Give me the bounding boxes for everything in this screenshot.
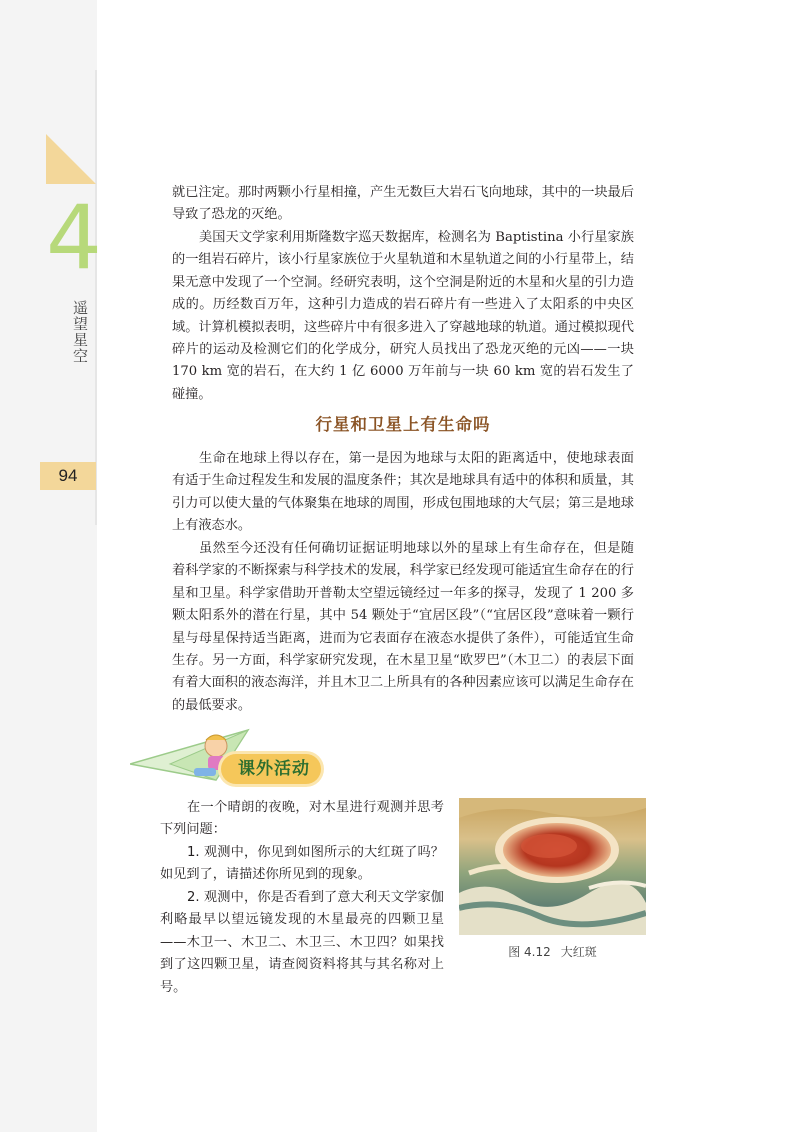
figure-caption [459, 943, 646, 960]
page-number: 94 [58, 466, 78, 485]
paragraph-continued: 就已注定。那时两颗小行星相撞，产生无数巨大岩石飞向地球，其中的一块最后导致了恐龙的灭绝。 [172, 185, 634, 223]
figure-caption-text: 大红斑 [560, 945, 597, 959]
great-red-spot-image [459, 798, 646, 935]
paragraph-baptistina: 美国天文学家利用斯隆数字巡天数据库，检测名为 Baptistina 小行星家族的一组岩石碎片，该小行星家族位于火星轨道和木星轨道之间的小行星带上，结果无意中发现了一个空洞。经研究表明，这个空洞是附近的木星和火星的引力造成的。历经数百万年，这种引力造成的岩石碎片有一些进入了太阳系的中央区域。计算机模拟表明，这些碎片中有很多进入了穿越地球的轨道。通过模拟现代碎片的运动及检测它们的化学成分，研究人员找出了恐龙灭绝的元凶——一块 170 km 宽的岩石，在大约 1 亿 6000 万年前与一块 60 km 宽的岩石发生了碰撞。 [172, 230, 634, 402]
figure-number: 图 4.12 [508, 945, 551, 959]
paragraph-habitable-zone: 虽然至今还没有任何确切证据证明地球以外的星球上有生命存在，但是随着科学家的不断探索与科学技术的发展，科学家已经发现可能适宜生命存在的行星和卫星。科学家借助开普勒太空望远镜经过一年多的探寻，发现了 1 200 多颗太阳系外的潜在行星，其中 54 颗处于“宜居区段”（“宜居区段”意味着一颗行星与母星保持适当距离，进而为它表面存在液态水提供了条件），可能适宜生命生存。另一方面，科学家研究发现，在木星卫星“欧罗巴”（木卫二）的表层下面有着大面积的液态海洋，并且木卫二上所具有的各种因素应该可以满足生命存在的最低要求。 [172, 541, 634, 713]
section-title: 行星和卫星上有生命吗 [315, 415, 491, 434]
activity-intro: 在一个晴朗的夜晚，对木星进行观测并思考下列问题： [160, 800, 444, 838]
chapter-corner-tab [46, 134, 96, 184]
activity-question-1: 1. 观测中，你见到如图所示的大红斑了吗？如见到了，请描述你所见到的现象。 [160, 845, 444, 883]
chapter-title: 遥望星空 [71, 300, 89, 364]
activity-question-2: 2. 观测中，你是否看到了意大利天文学家伽利略最早以望远镜发现的木星最亮的四颗卫星——木卫一、木卫二、木卫三、木卫四？如果找到了这四颗卫星，请查阅资料将其与其名称对上号。 [160, 890, 444, 995]
paragraph-life-conditions: 生命在地球上得以存在，第一是因为地球与太阳的距离适中，使地球表面有适于生命过程发生和发展的温度条件；其次是地球具有适中的体积和质量，其引力可以使大量的气体聚集在地球的周围，形成包围地球的大气层；第三是地球上有液态水。 [172, 451, 634, 534]
chapter-number: 4 [46, 186, 102, 289]
activity-label: 课外活动 [238, 759, 310, 779]
